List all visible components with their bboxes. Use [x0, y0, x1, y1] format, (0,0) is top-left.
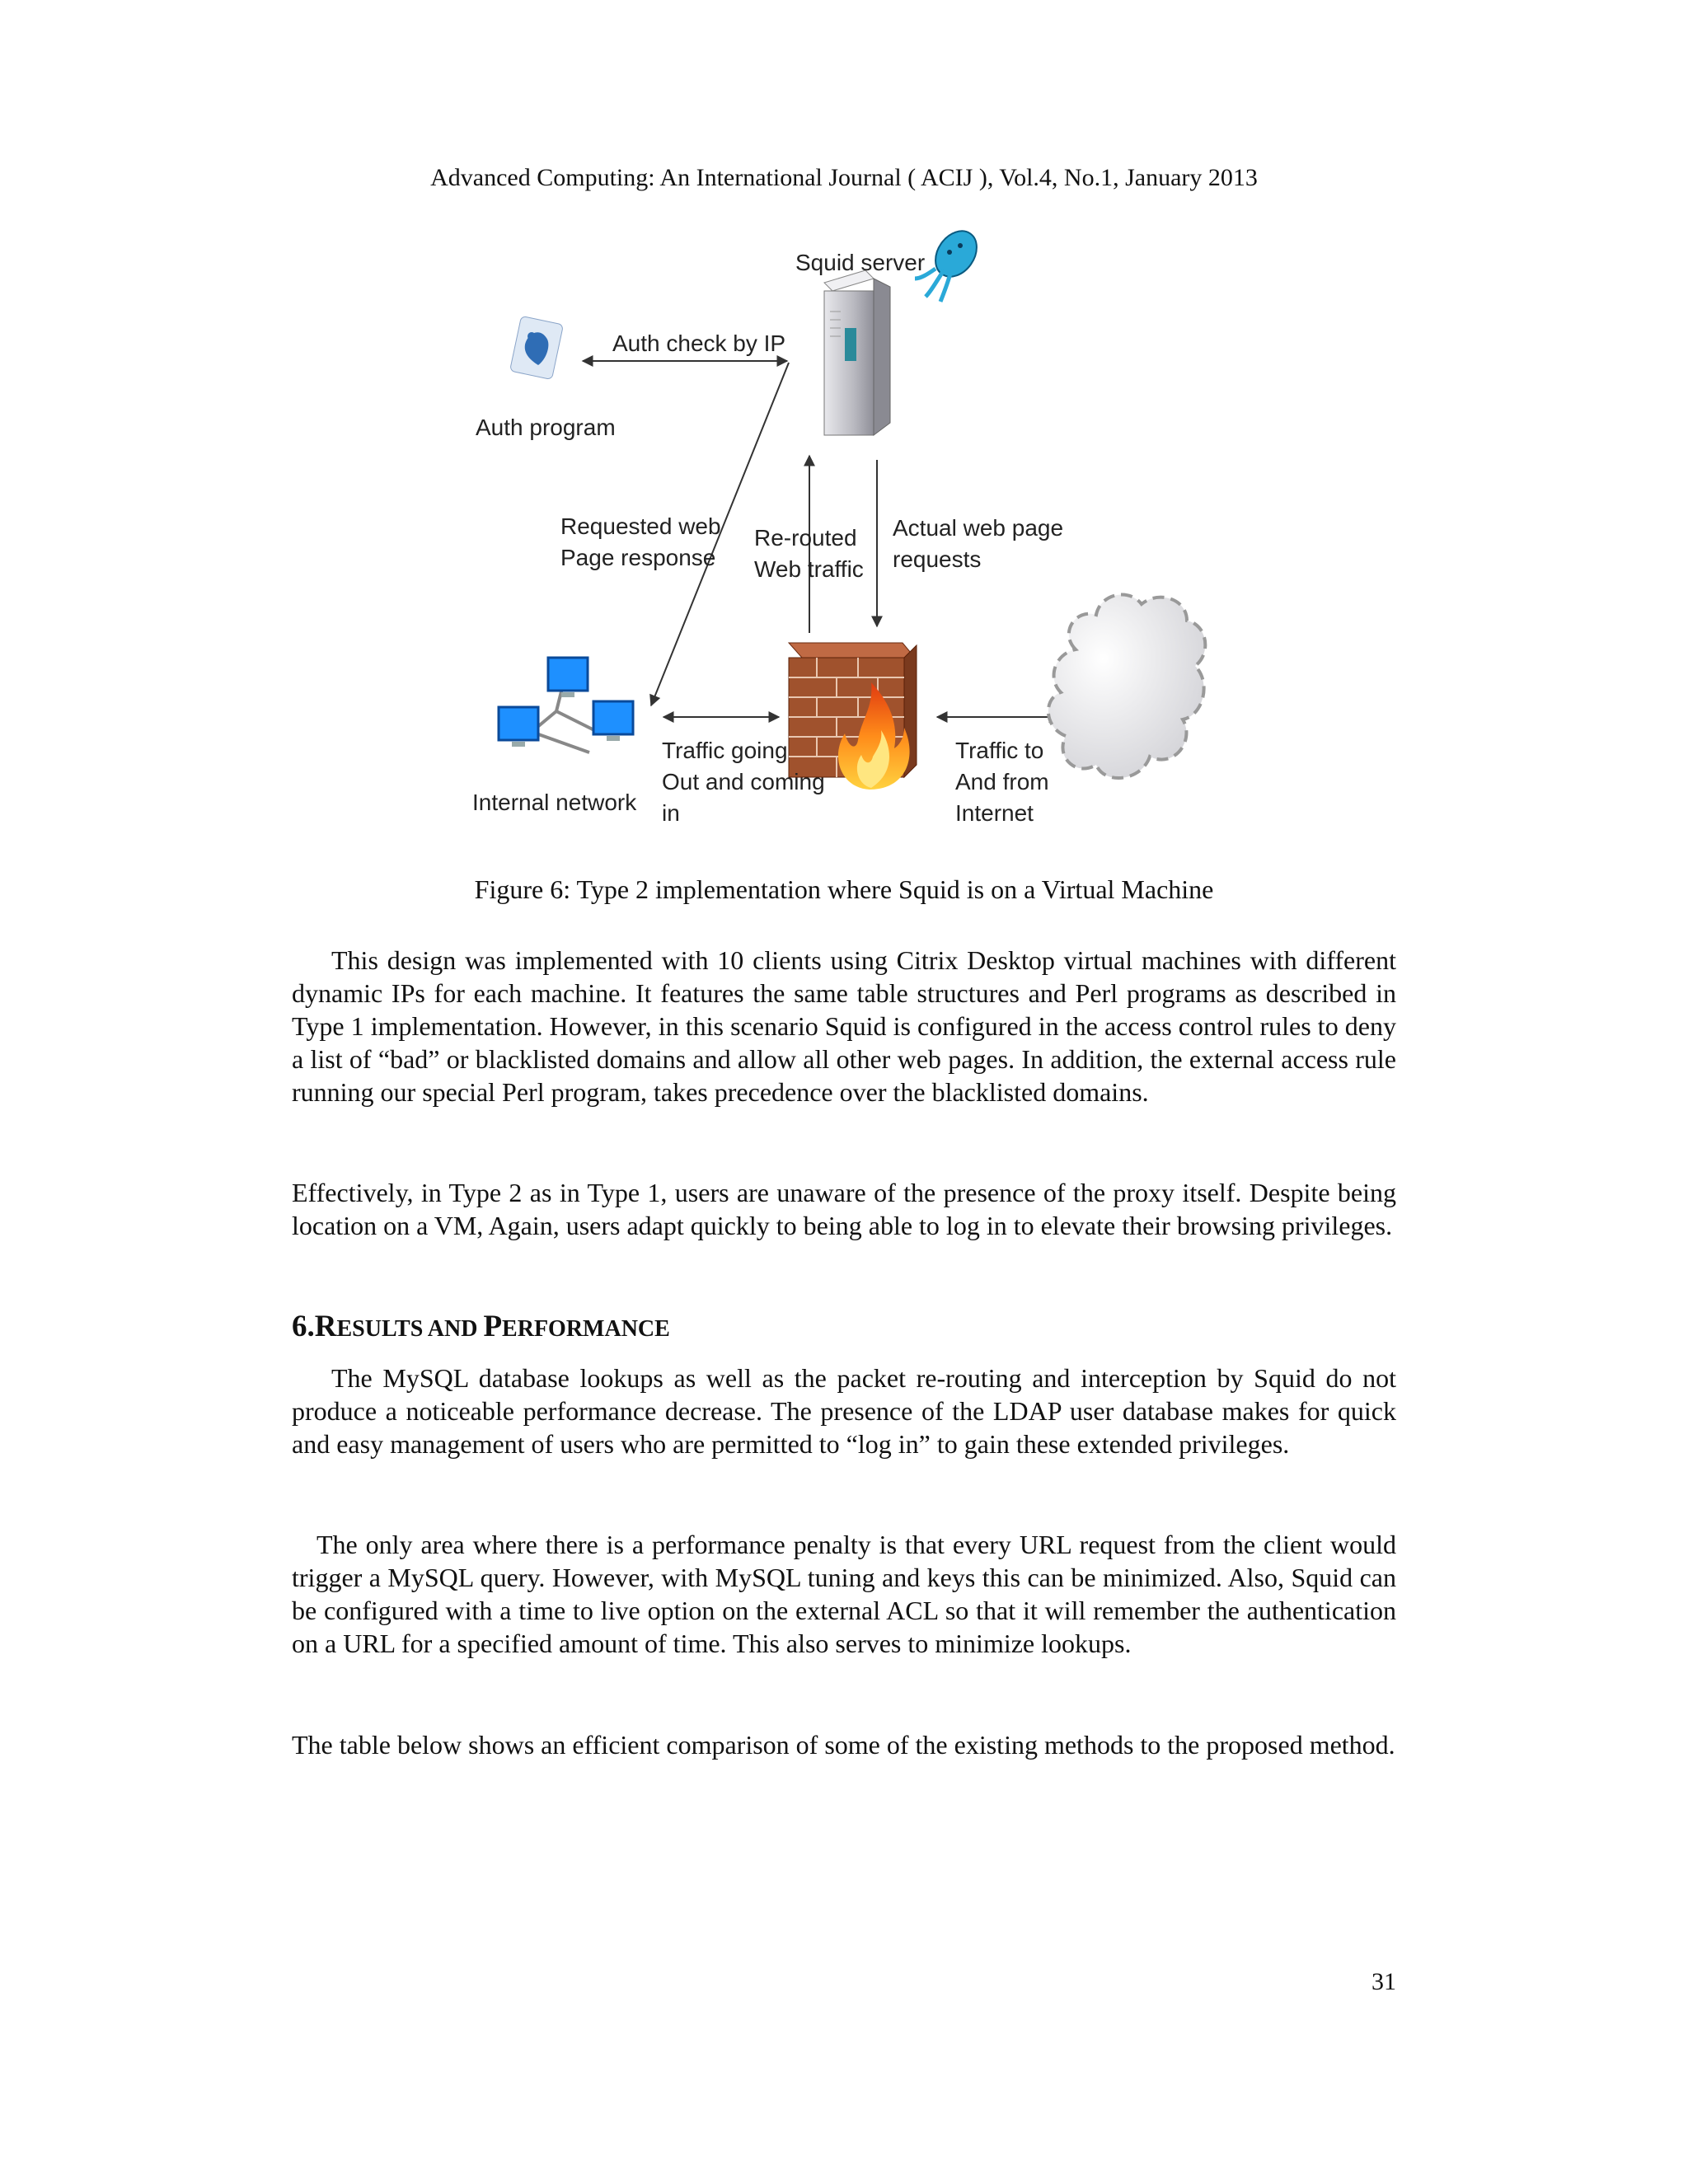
internal-network-icon — [499, 658, 633, 752]
squid-logo-icon — [915, 223, 985, 302]
label-rerouted-line1: Re-routed — [754, 525, 857, 551]
label-traffic-out-line1: Traffic going — [662, 738, 788, 763]
label-actual-line2: requests — [893, 546, 982, 572]
squid-server-icon — [824, 270, 890, 435]
section-heading — [292, 1309, 1396, 1347]
section-title-cap-1: R — [314, 1310, 337, 1343]
page-number: 31 — [1372, 1968, 1396, 1995]
paragraph-3 — [292, 1361, 1396, 1460]
paragraph-4-text: The only area where there is a performance penalty is that every URL request from the client would trigger a MySQL query. However, with MySQL tuning and keys this can be minimized. Also, Squid can be configured with a time to live option on the external ACL so that it will remember the authentication on a URL for a specified amount of time. This also serves to minimize lookups. — [292, 1530, 1396, 1658]
label-internal-network: Internal network — [472, 790, 637, 815]
paragraph-1-text: This design was implemented with 10 clients using Citrix Desktop virtual machines with different dynamic IPs for each machine. It features the same table structures and Perl programs as described in Type 1 implementation. However, in this scenario Squid is configured in the access control rules to deny a list of “bad” or blacklisted domains and allow all other web pages. In addition, the external access rule running our special Perl program, takes precedence over the blacklisted domains. — [292, 945, 1396, 1107]
paragraph-5 — [292, 1728, 1396, 1761]
section-title-rest-2: ERFORMANCE — [502, 1316, 670, 1342]
label-auth-check: Auth check by IP — [612, 330, 786, 356]
figure-caption: Figure 6: Type 2 implementation where Squid is on a Virtual Machine — [474, 874, 1214, 904]
paragraph-1 — [292, 944, 1396, 1108]
label-traffic-internet-line2: And from — [955, 769, 1049, 794]
paragraph-2 — [292, 1176, 1396, 1242]
label-actual-line1: Actual web page — [893, 515, 1064, 541]
auth-program-icon — [509, 316, 563, 379]
label-traffic-out-line3: in — [662, 800, 680, 826]
section-title-rest-1: ESULTS AND — [336, 1316, 484, 1342]
label-auth-program: Auth program — [476, 415, 616, 440]
internet-cloud-icon — [1048, 594, 1205, 778]
running-header: Advanced Computing: An International Journal ( ACIJ ), Vol.4, No.1, January 2013 — [430, 164, 1258, 191]
label-squid-server: Squid server — [795, 250, 926, 275]
label-traffic-internet-line3: Internet — [955, 800, 1034, 826]
paragraph-5-text: The table below shows an efficient comparison of some of the existing methods to the proposed method. — [292, 1730, 1395, 1760]
network-diagram — [449, 221, 1240, 835]
label-traffic-internet-line1: Traffic to — [955, 738, 1044, 763]
figure-6-diagram — [449, 221, 1240, 835]
label-requested-line1: Requested web — [560, 513, 721, 539]
paragraph-4 — [292, 1528, 1396, 1660]
label-traffic-out-line2: Out and coming — [662, 769, 825, 794]
section-number: 6. — [292, 1310, 315, 1343]
section-title-cap-2: P — [483, 1310, 503, 1343]
firewall-icon — [789, 643, 917, 790]
paragraph-3-text: The MySQL database lookups as well as the packet re-routing and interception by Squid do not produce a noticeable performance decrease. The presence of the LDAP user database makes for quick and easy management of users who are permitted to “log in” to gain these extended privileges. — [292, 1363, 1396, 1459]
label-rerouted-line2: Web traffic — [754, 556, 864, 582]
label-requested-line2: Page response — [560, 545, 716, 570]
paragraph-2-text: Effectively, in Type 2 as in Type 1, users are unaware of the presence of the proxy itself. Despite being location on a VM, Again, users adapt quickly to being able to log in to elevate their browsing privileges. — [292, 1178, 1396, 1240]
